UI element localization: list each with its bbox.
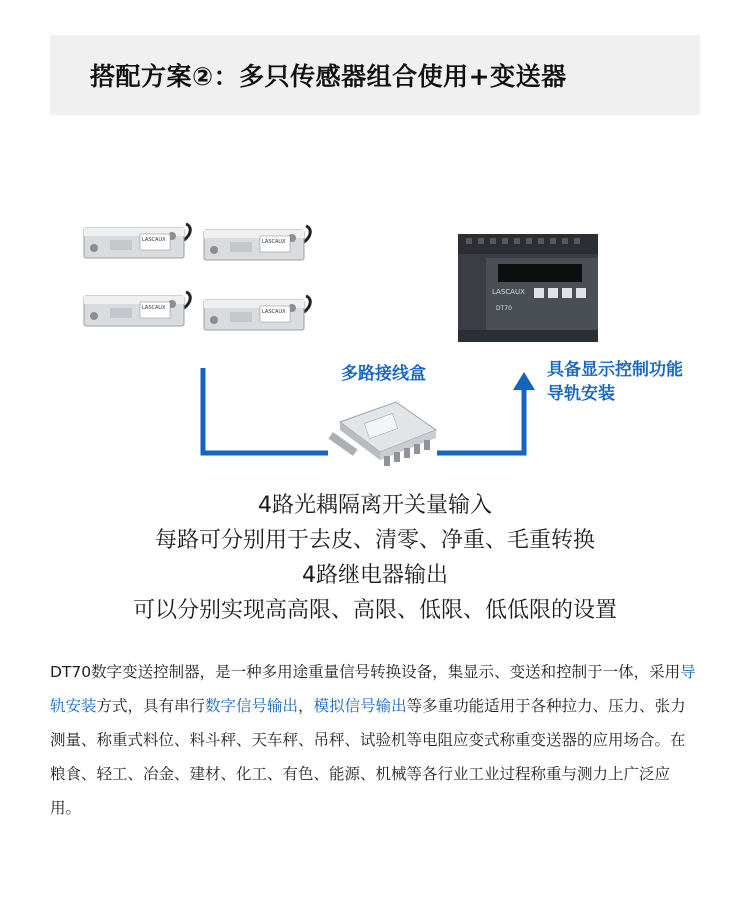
description-paragraph — [50, 655, 700, 825]
junction-box-label: 多路接线盒 — [341, 364, 426, 384]
controller-model: DT70 — [496, 305, 512, 312]
feature-line: 4路光耦隔离开关量输入 — [258, 493, 492, 518]
highlight-rail-mount: 导轨安装 — [50, 663, 696, 715]
description-text: 方式，具有串行 — [96, 697, 206, 715]
description-text: ， — [298, 697, 314, 715]
feature-line: 4路继电器输出 — [302, 563, 448, 588]
description-text: 等多重功能适用于各种拉力、压力、张力测量、称重式料位、料斗秤、天车秤、吊秤、试验机等电阻应变式称重变送器的应用场合。在粮食、轻工、冶金、建材、化工、有色、能源、机械等各行业工业过程称重与测力上广泛应用。 — [50, 697, 686, 817]
highlight-analog-output: 模拟信号输出 — [313, 697, 407, 715]
highlight-digital-output: 数字信号输出 — [205, 697, 299, 715]
feature-line: 每路可分别用于去皮、清零、净重、毛重转换 — [154, 528, 595, 553]
sensor-to-box-line — [203, 368, 328, 453]
feature-list — [0, 488, 750, 628]
sensor-brand: LASCAUX — [142, 237, 166, 243]
sensor-brand: LASCAUX — [262, 239, 286, 245]
controller-feature-1: 具备显示控制功能 — [547, 360, 683, 380]
arrow-up-icon — [513, 372, 535, 390]
feature-line: 可以分别实现高高限、高限、低限、低低限的设置 — [132, 598, 617, 623]
page-title: 搭配方案②：多只传感器组合使用+变送器 — [90, 62, 567, 91]
sensor-brand: LASCAUX — [142, 305, 166, 311]
box-to-controller-line — [437, 388, 524, 453]
description-text: DT70数字变送控制器，是一种多用途重量信号转换设备，集显示、变送和控制于一体，采用 — [50, 663, 681, 681]
controller-brand: LASCAUX — [492, 288, 525, 296]
sensor-brand: LASCAUX — [262, 309, 286, 315]
controller-feature-2: 导轨安装 — [547, 384, 615, 404]
